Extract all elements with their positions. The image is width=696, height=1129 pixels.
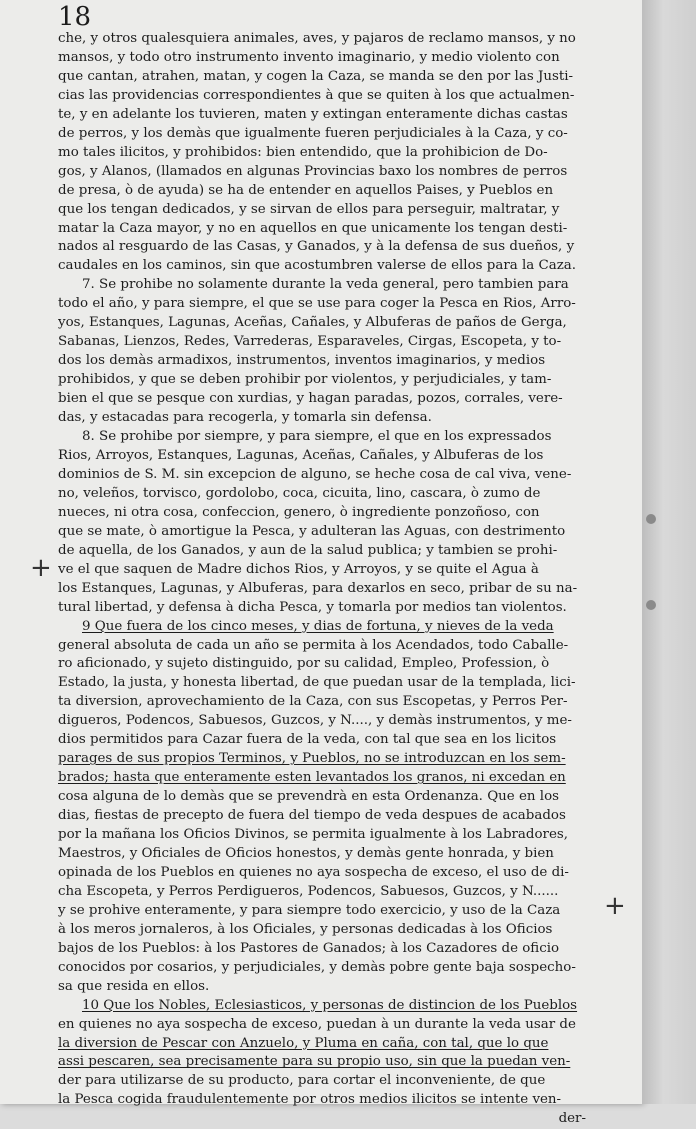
text-line: dios permitidos para Cazar fuera de la veda, con tal que sea en los licitos bbox=[58, 732, 557, 748]
text-line: todo el año, y para siempre, el que se use para coger la Pesca en Rios, Arro- bbox=[58, 296, 576, 312]
text-line: de aquella, de los Ganados, y aun de la salud publica; y tambien se prohi- bbox=[58, 542, 558, 558]
paragraph-7 bbox=[58, 276, 592, 428]
text-line: assi pescaren, sea precisamente para su propio uso, sin que la puedan ven- bbox=[58, 1054, 571, 1070]
margin-cross-mark-right: + bbox=[604, 891, 626, 921]
text-line: 10 Que los Nobles, Eclesiasticos, y personas de distincion de los Pueblos bbox=[82, 997, 578, 1013]
text-line: mo tales ilicitos, y prohibidos: bien entendido, que la prohibicion de Do- bbox=[58, 144, 548, 160]
text-line: bajos de los Pueblos: à los Pastores de Ganados; à los Cazadores de oficio bbox=[58, 940, 560, 956]
text-line: tural libertad, y defensa à dicha Pesca, y tomarla por medios tan violentos. bbox=[58, 599, 567, 615]
text-line: 8. Se prohibe por siempre, y para siempre, el que en los expressados bbox=[82, 429, 552, 445]
text-line: cosa alguna de lo demàs que se prevendrà en esta Ordenanza. Que en los bbox=[58, 789, 559, 805]
text-line: der para utilizarse de su producto, para cortar el inconveniente, de que bbox=[58, 1073, 546, 1089]
binding-hole bbox=[646, 600, 656, 610]
text-line: nados al resguardo de las Casas, y Ganados, y à la defensa de sus dueños, y bbox=[58, 239, 575, 255]
text-line: que se mate, ò amortigue la Pesca, y adulteran las Aguas, con destrimento bbox=[58, 523, 566, 539]
text-line: 9 Que fuera de los cinco meses, y dias de fortuna, y nieves de la veda bbox=[82, 618, 554, 634]
paragraph-continuation bbox=[58, 30, 592, 276]
text-line: brados; hasta que enteramente esten levantados los granos, ni excedan en bbox=[58, 770, 566, 786]
binding-hole bbox=[646, 514, 656, 524]
text-line: de presa, ò de ayuda) se ha de entender en aquellos Paises, y Pueblos en bbox=[58, 182, 554, 198]
paragraph-8 bbox=[58, 428, 592, 618]
binding-edge bbox=[642, 0, 696, 1104]
text-line: no, veleños, torvisco, gordolobo, coca, cicuita, lino, cascara, ò zumo de bbox=[58, 485, 541, 501]
text-line: opinada de los Pueblos en quienes no aya sospecha de exceso, el uso de di- bbox=[58, 864, 569, 880]
text-line: dominios de S. M. sin excepcion de alguno, se heche cosa de cal viva, vene- bbox=[58, 466, 572, 482]
text-line: cias las providencias correspondientes à que se quiten à los que actualmen- bbox=[58, 87, 575, 103]
text-line: la diversion de Pescar con Anzuelo, y Pluma en caña, con tal, que lo que bbox=[58, 1035, 549, 1051]
text-line: general absoluta de cada un año se permita à los Acendados, todo Caballe- bbox=[58, 637, 569, 653]
text-line: mansos, y todo otro instrumento invento imaginario, y medio violento con bbox=[58, 49, 560, 65]
text-line: prohibidos, y que se deben prohibir por violentos, y perjudiciales, y tam- bbox=[58, 372, 552, 388]
text-line: ro aficionado, y sujeto distinguido, por su calidad, Empleo, Profession, ò bbox=[58, 656, 550, 672]
paragraph-9 bbox=[58, 618, 592, 997]
text-line: parages de sus propios Terminos, y Pueblos, no se introduzcan en los sem- bbox=[58, 751, 566, 767]
text-line: te, y en adelante los tuvieren, maten y extingan enteramente dichas castas bbox=[58, 106, 568, 122]
text-line: bien el que se pesque con xurdias, y hagan paradas, pozos, corrales, vere- bbox=[58, 391, 563, 407]
text-line: yos, Estanques, Lagunas, Aceñas, Cañales, y Albuferas de paños de Gerga, bbox=[58, 315, 567, 331]
text-line: conocidos por cosarios, y perjudiciales, y demàs pobre gente baja sospecho- bbox=[58, 959, 576, 975]
text-line: sa que resida en ellos. bbox=[58, 978, 210, 994]
text-line: 7. Se prohibe no solamente durante la veda general, pero tambien para bbox=[82, 277, 569, 293]
text-line: que cantan, atrahen, matan, y cogen la Caza, se manda se den por las Justi- bbox=[58, 68, 574, 84]
text-line: digueros, Podencos, Sabuesos, Guzcos, y N...., y demàs instrumentos, y me- bbox=[58, 713, 572, 729]
margin-cross-mark-left: + bbox=[30, 553, 52, 583]
text-line: che, y otros qualesquiera animales, aves, y pajaros de reclamo mansos, y no bbox=[58, 31, 576, 46]
text-line: matar la Caza mayor, y no en aquellos en que unicamente los tengan desti- bbox=[58, 220, 568, 236]
page-number: 18 bbox=[58, 2, 92, 32]
text-line: Rios, Arroyos, Estanques, Lagunas, Aceñas, Cañales, y Albuferas de los bbox=[58, 447, 544, 463]
text-line: por la mañana los Oficios Divinos, se permita igualmente à los Labradores, bbox=[58, 827, 568, 843]
text-line: das, y estacadas para recogerla, y tomarla sin defensa. bbox=[58, 410, 432, 426]
text-line: cha Escopeta, y Perros Perdigueros, Podencos, Sabuesos, Guzcos, y N...... bbox=[58, 883, 559, 899]
body-text bbox=[58, 30, 592, 1129]
text-line: que los tengan dedicados, y se sirvan de ellos para perseguir, maltratar, y bbox=[58, 201, 560, 217]
text-line: en quienes no aya sospecha de exceso, puedan à un durante la veda usar de bbox=[58, 1016, 576, 1032]
text-line: de perros, y los demàs que igualmente fueren perjudiciales à la Caza, y co- bbox=[58, 125, 568, 141]
text-line: nueces, ni otra cosa, confeccion, genero, ò ingrediente ponzoñoso, con bbox=[58, 504, 540, 520]
text-line: la Pesca cogida fraudulentemente por otros medios ilicitos se intente ven- bbox=[58, 1092, 562, 1108]
text-line: dos los demàs armadixos, instrumentos, inventos imaginarios, y medios bbox=[58, 353, 546, 369]
text-line: caudales en los caminos, sin que acostumbren valerse de ellos para la Caza. bbox=[58, 258, 577, 274]
paragraph-10 bbox=[58, 997, 592, 1129]
text-line: dias, fiestas de precepto de fuera del tiempo de veda despues de acabados bbox=[58, 808, 566, 824]
text-line: Maestros, y Oficiales de Oficios honestos, y demàs gente honrada, y bien bbox=[58, 845, 554, 861]
catchword: der- bbox=[558, 1111, 586, 1127]
text-line: los Estanques, Lagunas, y Albuferas, para dexarlos en seco, pribar de su na- bbox=[58, 580, 578, 596]
text-line: ta diversion, aprovechamiento de la Caza, con sus Escopetas, y Perros Per- bbox=[58, 694, 568, 710]
text-line: Estado, la justa, y honesta libertad, de que puedan usar de la templada, lici- bbox=[58, 675, 576, 691]
text-line: à los meros jornaleros, à los Oficiales, y personas dedicadas à los Oficios bbox=[58, 921, 553, 937]
text-line: Sabanas, Lienzos, Redes, Varrederas, Esparaveles, Cirgas, Escopeta, y to- bbox=[58, 334, 562, 350]
text-line: y se prohive enteramente, y para siempre todo exercicio, y uso de la Caza bbox=[58, 902, 561, 918]
text-line: ve el que saquen de Madre dichos Rios, y Arroyos, y se quite el Agua à bbox=[58, 561, 539, 577]
text-line: gos, y Alanos, (llamados en algunas Provincias baxo los nombres de perros bbox=[58, 163, 568, 179]
